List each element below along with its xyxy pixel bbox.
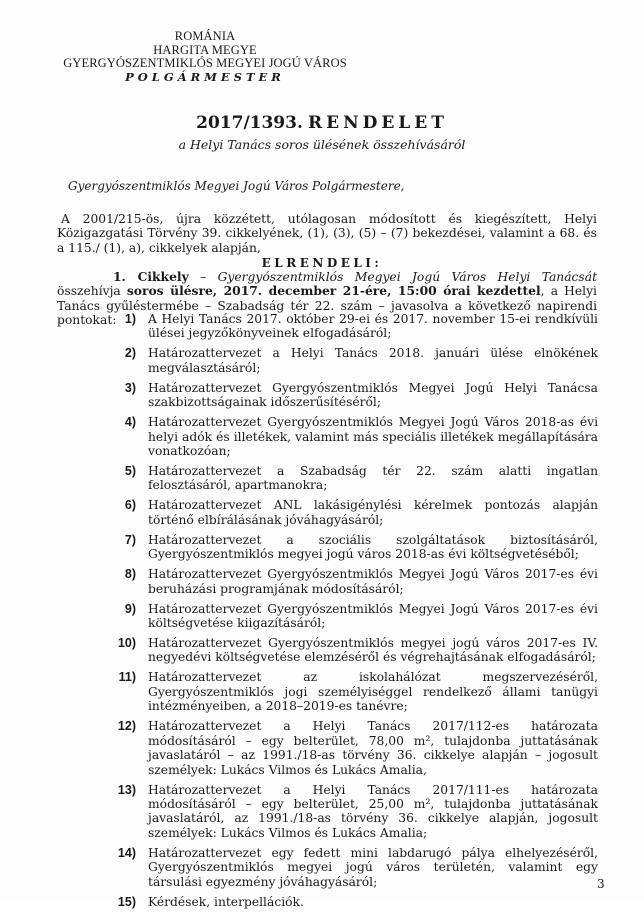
agenda-item	[110, 636, 598, 665]
agenda-item-number: 2)	[124, 346, 136, 361]
agenda-item-text: Határozattervezet a Helyi Tanács 2017/112-es határozata módosításáról – egy belterület, 78,00 m², tulajdonba juttatásának javaslatáról – az 1991./18-as törvény 36. cikkelye alapján – jogosult személyek: Lukács Vilmos és Lukács Amalia,	[148, 719, 598, 777]
article-label: 1. Cikkely	[113, 269, 189, 284]
agenda-item-text: Határozattervezet ANL lakásigénylési kérelmek pontozás alapján történő elbírálásának jóváhagyásáról;	[148, 498, 598, 527]
agenda-item	[110, 415, 598, 458]
agenda-list	[110, 312, 598, 915]
letterhead	[60, 30, 350, 84]
agenda-item	[110, 846, 598, 889]
agenda-item-number: 1)	[124, 312, 136, 326]
agenda-item-text: Határozattervezet Gyergyószentmiklós megyei jogú város 2017-es IV. negyedévi költségvetése elemzéséről és végrehajtásának elfogadásáról;	[148, 636, 598, 665]
agenda-item	[110, 670, 598, 713]
agenda-item-number: 3)	[124, 380, 136, 395]
document-title	[0, 113, 644, 133]
agenda-item-number: 7)	[124, 532, 136, 547]
agenda-item-number: 12)	[117, 719, 136, 734]
agenda-item	[110, 533, 598, 562]
agenda-item-number: 4)	[124, 415, 136, 430]
agenda-item-number: 14)	[117, 845, 136, 860]
agenda-item-number: 15)	[117, 894, 136, 909]
article-session: soros ülésre, 2017. december 21-ére, 15:00 órai kezdettel	[126, 283, 541, 299]
agenda-item	[110, 312, 598, 341]
agenda-item-number: 13)	[117, 782, 136, 797]
agenda-item-text: Határozattervezet a Helyi Tanács 2018. januári ülése elnökének megválasztásáról;	[148, 346, 598, 375]
agenda-item-text: Határozattervezet Gyergyószentmiklós Megyei Jogú Helyi Tanácsa szakbizottságainak időszerűsítéséről;	[148, 380, 598, 410]
agenda-item	[110, 602, 598, 631]
agenda-item-text: A Helyi Tanács 2017. október 29-ei és 2017. november 15-ei rendkívüli ülései jegyzőkönyveinek elfogadásáról;	[148, 312, 598, 341]
letterhead-country: ROMÁNIA	[174, 29, 236, 43]
agenda-item-text: Határozattervezet Gyergyószentmiklós Megyei Jogú Város 2017-es évi költségvetése kiigazításáról;	[148, 601, 598, 631]
article-verb: összehívja	[57, 284, 127, 299]
agenda-item-number: 9)	[124, 601, 136, 616]
article-dash: –	[188, 270, 218, 284]
agenda-item-text: Határozattervezet a szociális szolgáltatások biztosításáról, Gyergyószentmiklós megyei jogú város 2018-as évi költségvetéséből;	[148, 532, 598, 562]
agenda-item-text: Kérdések, interpellációk.	[148, 894, 304, 909]
agenda-item	[110, 567, 598, 596]
agenda-item	[110, 464, 598, 493]
letterhead-office: POLGÁRMESTER	[125, 69, 285, 84]
agenda-item	[110, 498, 598, 527]
agenda-item	[110, 719, 598, 777]
letterhead-county: HARGITA MEGYE	[153, 42, 257, 57]
decree-word: RENDELET	[307, 113, 448, 133]
agenda-item-number: 6)	[124, 498, 136, 513]
decree-number: 2017/1393.	[196, 113, 303, 133]
article-subject: Gyergyószentmiklós Megyei Jogú Város Helyi Tanácsát	[217, 270, 598, 284]
article-rest: , a Helyi Tanács gyűléstermébe – Szabadság tér 22. szám – javasolva a következő napirendi pontokat:	[57, 284, 597, 328]
legal-basis-paragraph: A 2001/215-ös, újra közzétett, utólagosan módosított és kiegészített, Helyi Közigazgatási Törvény 39. cikkelyének, (1), (3), (5) – (7) bekezdései, valamint a 68. és a 115./ (1), a), cikkelyek alapján,	[57, 212, 597, 255]
agenda-item	[110, 895, 598, 909]
agenda-item-number: 11)	[118, 670, 136, 685]
agenda-item-text: Határozattervezet Gyergyószentmiklós Megyei Jogú Város 2018-as évi helyi adók és illetékek, valamint más speciális illetékek megállapítására vonatkozóan;	[148, 415, 598, 459]
agenda-item-text: Határozattervezet egy fedett mini labdarugó pálya elhelyezéséről, Gyergyószentmiklós megyei jogú város területén, valamint egy társulási egyezmény jóváhagyásáról;	[148, 845, 598, 889]
agenda-item-number: 8)	[124, 567, 136, 582]
page-number: 3	[597, 877, 605, 891]
agenda-item-text: Határozattervezet Gyergyószentmiklós Megyei Jogú Város 2017-es évi beruházási programjának módosításáról;	[148, 567, 598, 596]
agenda-item	[110, 381, 598, 410]
letterhead-city: GYERGYÓSZENTMIKLÓS MEGYEI JOGÚ VÁROS	[63, 56, 347, 70]
agenda-item-number: 10)	[117, 636, 136, 651]
agenda-item-text: Határozattervezet a Helyi Tanács 2017/111-es határozata módosításáról – egy belterület, 25,00 m², tulajdonba juttatásának javaslatáról, az 1991./18-as törvény 36. cikkelye alapján, jogosult személyek: Lukács Vilmos és Lukács Amalia;	[148, 782, 598, 840]
document-subtitle: a Helyi Tanács soros ülésének összehívásáról	[178, 137, 466, 152]
agenda-item	[110, 783, 598, 841]
agenda-item-text: Határozattervezet a Szabadság tér 22. szám alatti ingatlan felosztásáról, apartmanokra;	[148, 464, 598, 493]
ordains-heading: ELRENDELI:	[261, 256, 383, 270]
agenda-item-number: 5)	[124, 464, 136, 479]
agenda-item	[110, 346, 598, 375]
agenda-item-text: Határozattervezet az iskolahálózat megszervezéséről, Gyergyószentmiklós jogi személyiséggel rendelkező állami tanügyi intézményeiben, a 2018–2019-es tanévre;	[148, 670, 598, 714]
addressee: Gyergyószentmiklós Megyei Jogú Város Polgármestere,	[68, 179, 405, 193]
